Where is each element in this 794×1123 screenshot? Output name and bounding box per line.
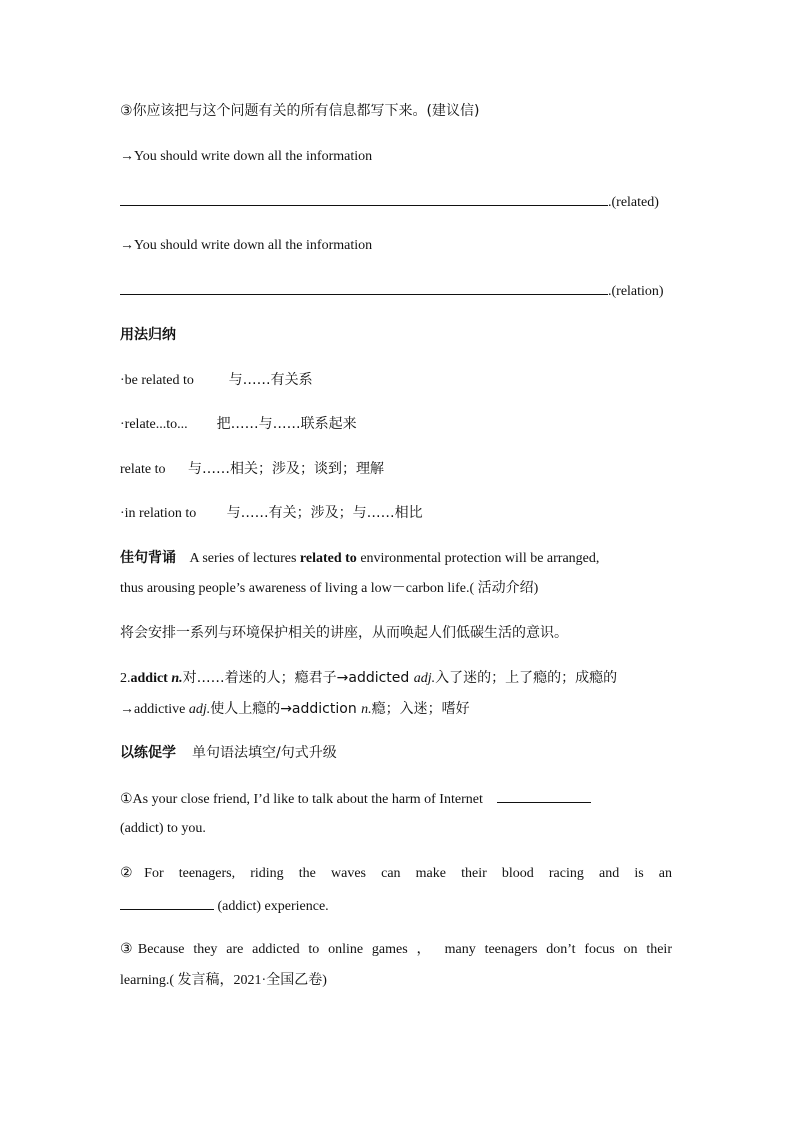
bullet: · [120,417,125,432]
question-1-text: ①As your close friend, I’d like to talk about the harm of Internet [120,792,483,807]
item-number: 2. [120,671,131,686]
item-2-line-1 [120,668,617,689]
memo-line-2: thus arousing people’s awareness of living a low－carbon life.( 活动介绍) [120,581,539,596]
item-pos: n. [167,671,183,686]
usage-item [120,459,384,480]
question-1-line-2: (addict) to you. [120,821,206,836]
usage-item [120,370,313,391]
memo-translation: 将会安排一系列与环境保护相关的讲座，从而唤起人们低碳生活的意识。 [120,625,568,641]
exercise-3-prompt-2: →You should write down all the information [120,238,373,253]
question-1-line-1 [120,788,591,810]
item-word: addict [130,671,168,686]
question-3-line-1: ③Because they are addicted to online games ， many teenagers don’t focus on their [120,942,672,957]
memo-text-b: environmental protection will be arranged, [356,551,600,566]
item-adj-label: adj. [413,671,436,686]
item-2-line-2 [120,699,470,720]
practice-heading-line [120,743,337,764]
usage-item [120,503,423,524]
bullet: · [120,506,125,521]
exercise-3-prompt-1: →You should write down all the information [120,149,373,164]
usage-heading: 用法归纳 [120,327,176,343]
item-definition-b: 入了迷的；上了瘾的；成瘾的 [435,670,618,686]
item-definition-a: 对……着迷的人；瘾君子→addicted [182,670,414,686]
memo-line-1 [120,548,599,569]
usage-meaning: 与……有关；涉及；与……相比 [226,505,423,521]
usage-term: be related to [124,373,194,388]
usage-term: relate to [120,462,166,477]
item-derivative-c: 瘾；入迷；嗜好 [371,701,470,717]
hint-relation: .(relation) [608,284,664,299]
usage-meaning: 与……有关系 [228,372,313,388]
memo-heading: 佳句背诵 [120,550,176,566]
bullet: · [120,373,125,388]
item-derivative-b: 使人上瘾的→addiction [210,701,362,717]
usage-meaning: 把……与……联系起来 [216,416,357,432]
question-2-line-1: ②For teenagers, riding the waves can make their blood racing and is an [120,866,672,881]
practice-subheading: 单句语法填空/句式升级 [192,745,337,761]
usage-term: relate...to... [124,417,188,432]
answer-blank-line[interactable] [120,191,608,206]
item-noun-label: n. [361,702,372,717]
item-derivative-a: →addictive [120,702,189,717]
usage-item [120,414,357,435]
answer-blank-line[interactable] [497,788,591,803]
answer-blank-line[interactable] [120,280,608,295]
practice-heading: 以练促学 [120,745,176,761]
usage-meaning: 与……相关；涉及；谈到；理解 [188,461,384,477]
question-2-line-2 [120,895,329,917]
exercise-3-chinese: ③你应该把与这个问题有关的所有信息都写下来。(建议信) [120,103,480,119]
hint-related: .(related) [608,195,659,210]
item-adj-label: adj. [188,702,211,717]
answer-blank-line[interactable] [120,895,214,910]
exercise-3-answer-1[interactable] [120,191,659,213]
question-3-line-2: learning.( 发言稿，2021·全国乙卷) [120,973,327,988]
usage-term: in relation to [124,506,197,521]
exercise-3-answer-2[interactable] [120,280,664,302]
memo-text-a: A series of lectures [189,551,300,566]
question-2-text: (addict) experience. [214,899,329,914]
memo-bold-phrase: related to [299,551,357,566]
